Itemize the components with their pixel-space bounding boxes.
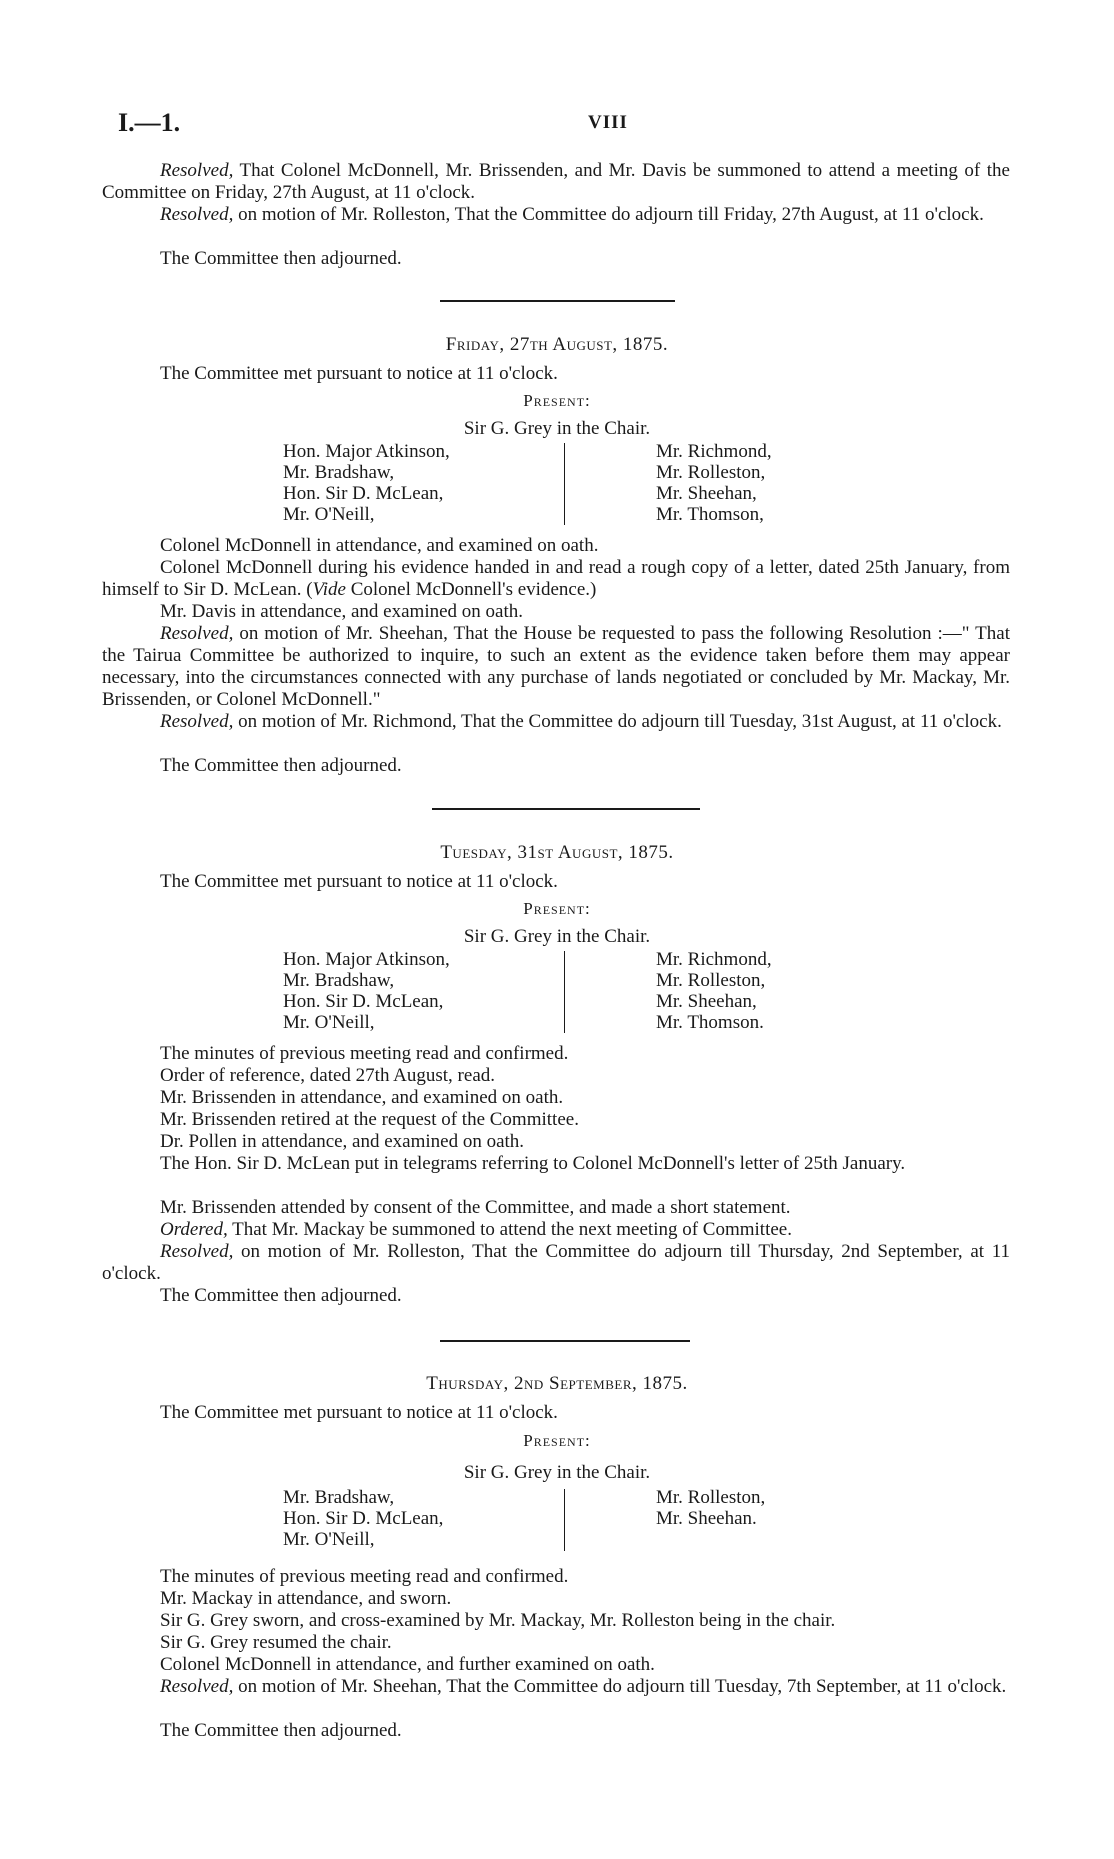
chair-line: Sir G. Grey in the Chair.: [463, 926, 651, 947]
minute-entry: The Committee then adjourned.: [160, 1285, 402, 1306]
present-heading: Present:: [523, 1431, 591, 1450]
members-right-column: [656, 949, 936, 1033]
minute-entry: Mr. Brissenden attended by consent of the Committee, and made a short statement.: [160, 1197, 791, 1218]
member-name: Mr. Richmond,: [656, 949, 772, 970]
intro-resolution-summon: Resolved, That Colonel McDonnell, Mr. Brissenden, and Mr. Davis be summoned to attend a meeting of the Committee on Friday, 27th August, at 11 o'clock.: [102, 160, 1010, 203]
member-name: Mr. Rolleston,: [656, 462, 766, 483]
member-name: Hon. Major Atkinson,: [283, 441, 450, 462]
meeting-date-tuesday: Tuesday, 31st August, 1875.: [440, 842, 674, 863]
section-divider: [440, 1340, 690, 1342]
member-name: Mr. Thomson,: [656, 504, 764, 525]
minute-entry: The minutes of previous meeting read and confirmed.: [160, 1043, 569, 1064]
resolved-label: Resolved,: [160, 1676, 234, 1697]
minute-entry: The minutes of previous meeting read and confirmed.: [160, 1566, 569, 1587]
member-name: Mr. O'Neill,: [283, 1012, 375, 1033]
member-name: Mr. Sheehan,: [656, 991, 757, 1012]
minute-entry: The Committee then adjourned.: [160, 1720, 402, 1741]
members-left-column: [283, 441, 563, 525]
column-divider: [564, 443, 565, 525]
resolved-label: Resolved,: [160, 711, 234, 732]
minute-entry: The Hon. Sir D. McLean put in telegrams referring to Colonel McDonnell's letter of 25th January.: [160, 1153, 906, 1174]
chair-line: Sir G. Grey in the Chair.: [463, 418, 651, 439]
member-name: Mr. Bradshaw,: [283, 462, 395, 483]
section-divider: [432, 808, 700, 810]
member-name: Mr. Bradshaw,: [283, 970, 395, 991]
member-name: Mr. Sheehan.: [656, 1508, 757, 1529]
minute-entry: The Committee then adjourned.: [160, 755, 402, 776]
meeting-met-notice: The Committee met pursuant to notice at 11 o'clock.: [160, 1402, 558, 1423]
resolved-label: Resolved,: [160, 204, 234, 225]
minute-entry: Mr. Davis in attendance, and examined on oath.: [160, 601, 524, 622]
members-right-column: [656, 1487, 936, 1529]
minute-resolution: Resolved, on motion of Mr. Rolleston, That the Committee do adjourn till Thursday, 2nd September, at 11 o'clock.: [102, 1241, 1010, 1284]
member-name: Mr. O'Neill,: [283, 1529, 375, 1550]
member-name: Hon. Sir D. McLean,: [283, 1508, 444, 1529]
column-divider: [564, 1489, 565, 1551]
minute-resolution: Resolved, on motion of Mr. Richmond, That the Committee do adjourn till Tuesday, 31st August, at 11 o'clock.: [160, 711, 1002, 732]
page-number: VIII: [588, 112, 628, 133]
member-name: Mr. O'Neill,: [283, 504, 375, 525]
intro-adjourned: The Committee then adjourned.: [160, 248, 402, 269]
meeting-date-thursday: Thursday, 2nd September, 1875.: [426, 1373, 688, 1394]
minute-entry: Colonel McDonnell in attendance, and examined on oath.: [160, 535, 599, 556]
minute-entry: Dr. Pollen in attendance, and examined on oath.: [160, 1131, 525, 1152]
ordered-label: Ordered,: [160, 1219, 228, 1240]
minute-entry: Sir G. Grey resumed the chair.: [160, 1632, 392, 1653]
member-name: Hon. Sir D. McLean,: [283, 483, 444, 504]
minute-order: Ordered, That Mr. Mackay be summoned to attend the next meeting of Committee.: [160, 1219, 792, 1240]
member-name: Mr. Sheehan,: [656, 483, 757, 504]
minute-entry: Sir G. Grey sworn, and cross-examined by Mr. Mackay, Mr. Rolleston being in the chair.: [160, 1610, 836, 1631]
present-heading: Present:: [523, 899, 591, 918]
resolved-label: Resolved,: [160, 623, 234, 644]
page-header: [118, 108, 1018, 140]
member-name: Mr. Richmond,: [656, 441, 772, 462]
members-right-column: [656, 441, 936, 525]
minute-entry: Mr. Mackay in attendance, and sworn.: [160, 1588, 452, 1609]
minute-entry: Mr. Brissenden in attendance, and examined on oath.: [160, 1087, 564, 1108]
meeting-met-notice: The Committee met pursuant to notice at 11 o'clock.: [160, 871, 558, 892]
minute-entry: Mr. Brissenden retired at the request of the Committee.: [160, 1109, 579, 1130]
section-divider: [440, 300, 675, 302]
minute-resolution: Resolved, on motion of Mr. Sheehan, That the House be requested to pass the following Resolution :—" That the Tairua Committee be authorized to inquire, to such an extent as the evidence taken before them may appear necessary, into the circumstances connected with any purchase of lands negotiated or concluded by Mr. Mackay, Mr. Brissenden, or Colonel McDonnell.": [102, 623, 1010, 710]
minute-entry: Order of reference, dated 27th August, read.: [160, 1065, 495, 1086]
resolved-label: Resolved,: [160, 160, 234, 181]
column-divider: [564, 951, 565, 1033]
member-name: Hon. Sir D. McLean,: [283, 991, 444, 1012]
chair-line: Sir G. Grey in the Chair.: [463, 1462, 651, 1483]
minute-resolution: Resolved, on motion of Mr. Sheehan, That the Committee do adjourn till Tuesday, 7th September, at 11 o'clock.: [160, 1676, 1007, 1697]
member-name: Hon. Major Atkinson,: [283, 949, 450, 970]
present-heading: Present:: [523, 391, 591, 410]
meeting-date-friday: Friday, 27th August, 1875.: [445, 334, 669, 355]
member-name: Mr. Bradshaw,: [283, 1487, 395, 1508]
minute-entry: Colonel McDonnell during his evidence handed in and read a rough copy of a letter, dated 25th January, from himself to Sir D. McLean. (Vide Colonel McDonnell's evidence.): [102, 557, 1010, 600]
members-left-column: [283, 1487, 563, 1550]
member-name: Mr. Thomson.: [656, 1012, 764, 1033]
resolved-label: Resolved,: [160, 1241, 234, 1262]
meeting-met-notice: The Committee met pursuant to notice at 11 o'clock.: [160, 363, 558, 384]
page-code: I.—1.: [118, 108, 181, 137]
intro-resolution-adjourn: Resolved, on motion of Mr. Rolleston, That the Committee do adjourn till Friday, 27th August, at 11 o'clock.: [160, 204, 984, 225]
minute-entry: Colonel McDonnell in attendance, and further examined on oath.: [160, 1654, 655, 1675]
member-name: Mr. Rolleston,: [656, 1487, 766, 1508]
members-left-column: [283, 949, 563, 1033]
member-name: Mr. Rolleston,: [656, 970, 766, 991]
